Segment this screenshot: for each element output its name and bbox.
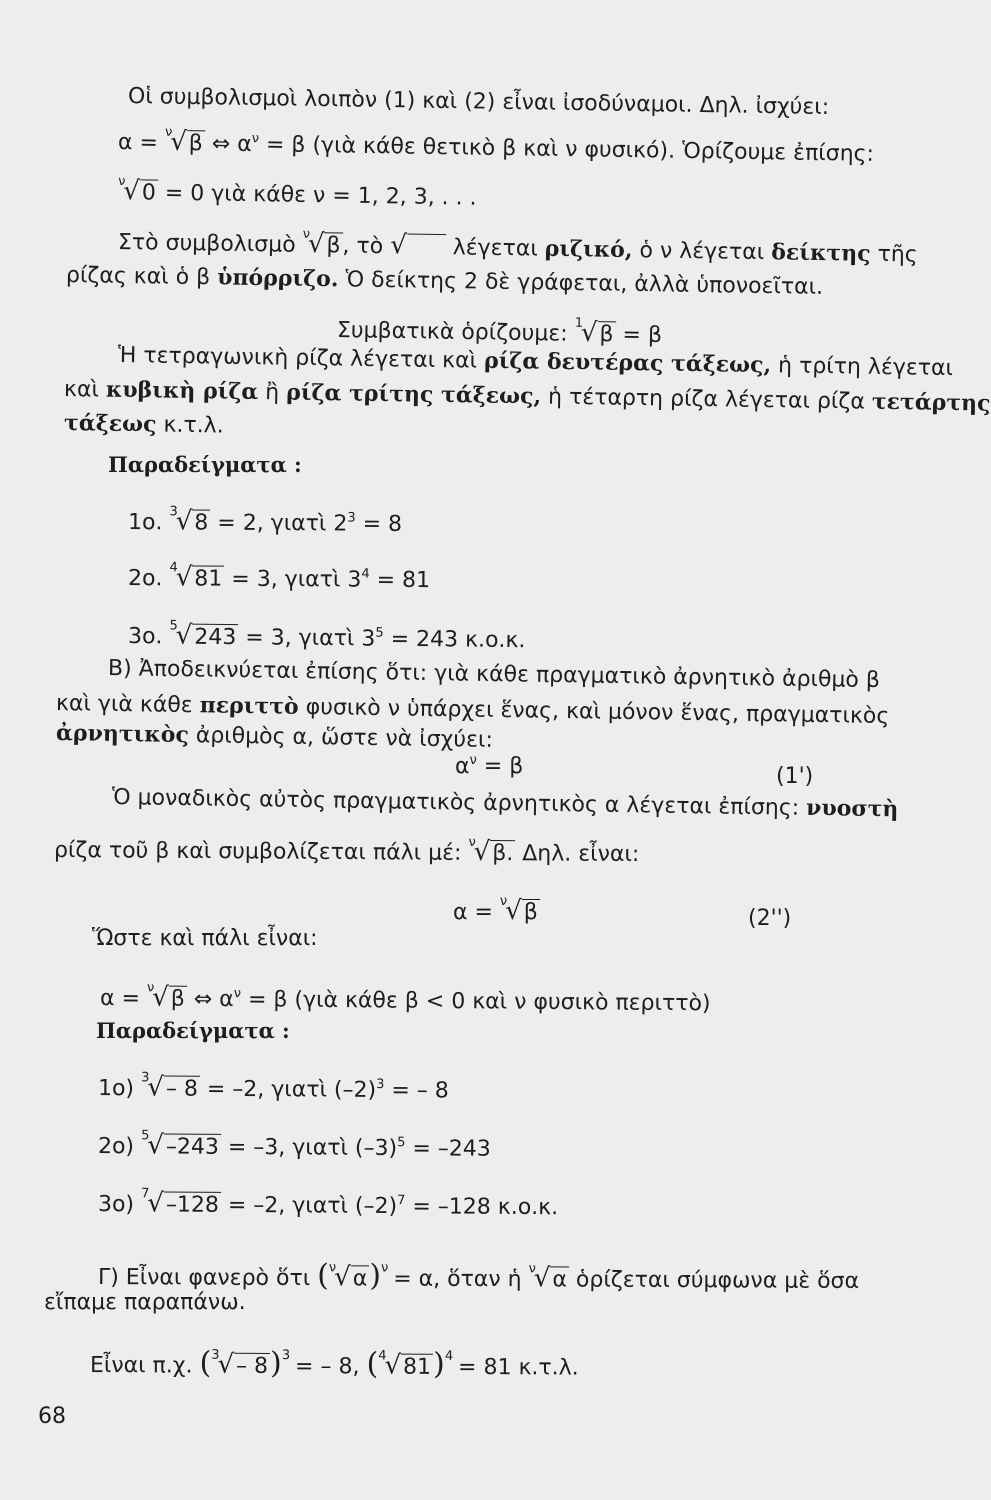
radical: $^\nu$√α	[528, 1265, 569, 1296]
example-2	[97, 1128, 491, 1166]
text: ⇔ α	[204, 131, 252, 158]
radicand: β	[597, 321, 615, 347]
text: = –2, γιατὶ (–2)	[199, 1076, 377, 1103]
text: = –128 κ.ο.κ.	[405, 1194, 559, 1221]
equation-label: (2'')	[748, 906, 792, 931]
radicand: 81	[401, 1354, 433, 1380]
radical: $^\nu$√β	[499, 894, 538, 926]
bold-term: τάξεως	[63, 410, 157, 438]
example-1	[127, 504, 403, 541]
radicand: 243	[192, 624, 238, 650]
exponent: 4	[444, 1348, 454, 1364]
radicand: – 8	[164, 1075, 200, 1101]
text-line	[56, 720, 493, 754]
example-3	[127, 618, 526, 657]
text: = 81 κ.τ.λ.	[451, 1354, 579, 1381]
text: = α, ὅταν ἡ	[386, 1266, 529, 1293]
text: καὶ γιὰ κάθε	[55, 691, 200, 719]
radicand: 8	[192, 509, 210, 535]
text: = β (γιὰ κάθε θετικὸ β καὶ ν φυσικό). Ὁρίζουμε ἐπίσης:	[258, 132, 875, 167]
text: ὁ ν λέγεται	[632, 238, 772, 266]
radical-index: ν	[146, 980, 155, 996]
text: = 3, γιατὶ 3	[238, 625, 376, 652]
text-line: Γ) Εἶναι φανερὸ ὅτι $(^\nu√\alpha)^\nu = \alpha$, ὅταν ἡ $^\nu$√α ὁρίζεται σύμφωνα μὲ ὅσα	[98, 1262, 859, 1298]
example-line: Εἶναι π.χ. ($^3$√– 8)$^3$ = – 8, $(^4√81)^4 = 81$ κ.τ.λ.	[89, 1345, 579, 1382]
bold-term: ρίζα τρίτης τάξεως,	[286, 379, 542, 410]
text: = –2, γιατὶ (–2)	[220, 1192, 398, 1220]
exponent: 3	[281, 1348, 291, 1364]
text: λέγεται	[445, 235, 545, 262]
text: = β	[476, 754, 524, 779]
text-line	[118, 342, 953, 382]
text: Ἡ τετραγωνικὴ ρίζα λέγεται καὶ	[117, 343, 485, 374]
radical-index: 1	[574, 315, 584, 331]
bold-term: κυβικὴ ρίζα	[105, 376, 259, 406]
radical: $^\nu$√β	[147, 984, 187, 1015]
radical-index: 4	[169, 560, 178, 576]
radical-index: 7	[141, 1186, 150, 1202]
radicand: α	[550, 1266, 569, 1292]
bold-term: ρίζα δευτέρας τάξεως,	[483, 347, 772, 379]
text: Εἶναι π.χ.	[89, 1353, 200, 1379]
text: ⇔ α	[186, 986, 234, 1013]
radical: $^\nu$√0	[118, 178, 158, 210]
radicand: – 8	[234, 1353, 270, 1379]
radical-index: ν	[118, 174, 126, 190]
example-number: 2ο)	[97, 1134, 142, 1160]
radical: $^7$√–128	[141, 1190, 221, 1222]
bold-term: ἀρνητικὸς	[55, 720, 190, 749]
example-2	[127, 560, 431, 597]
example-3	[97, 1186, 559, 1224]
equation-label: (1')	[776, 764, 814, 789]
text-line	[54, 836, 639, 871]
text: = – 8,	[288, 1354, 367, 1380]
examples-heading: Παραδείγματα :	[108, 452, 302, 477]
radical-sign: √	[390, 232, 446, 261]
text: ἢ	[258, 380, 287, 406]
exponent: 3	[376, 1076, 385, 1092]
text: ρίζα τοῦ β καὶ συμβολίζεται πάλι μέ:	[53, 838, 469, 866]
text: Γ) Εἶναι φανερὸ ὅτι	[97, 1265, 318, 1292]
exponent: 5	[375, 625, 384, 641]
radical: $^4$√81	[169, 564, 224, 595]
radical: $^3$√– 8	[141, 1074, 200, 1105]
radicand: β	[324, 232, 342, 258]
text: = β	[615, 322, 663, 349]
text: α =	[453, 900, 500, 925]
text: = 0 γιὰ κάθε ν = 1, 2, 3, . . .	[157, 180, 477, 211]
radical-index: ν	[164, 124, 173, 140]
page-number: 68	[38, 1404, 66, 1429]
radical-index: 3	[141, 1070, 150, 1086]
text: = – 8	[384, 1077, 449, 1104]
text: α	[455, 754, 470, 779]
text: = β (γιὰ κάθε β < 0 καὶ ν φυσικὸ περιττὸ)	[240, 987, 711, 1017]
bold-term: ὑπόρριζο.	[216, 264, 339, 293]
text-line: Οἱ συμβολισμοὶ λοιπὸν (1) καὶ (2) εἶναι ἰσοδύναμοι. Δηλ. ἰσχύει:	[127, 84, 830, 121]
radicand: –128	[164, 1191, 221, 1217]
text: = 2, γιατὶ 2	[210, 510, 348, 537]
radical: $^3$√8	[169, 508, 210, 539]
text: καὶ	[63, 377, 107, 403]
text-line: εἴπαμε παραπάνω.	[44, 1290, 246, 1315]
radical-index: ν	[302, 226, 311, 243]
radical-index: ν	[328, 1260, 337, 1276]
text: Στὸ συμβολισμὸ	[117, 230, 303, 258]
text: = 8	[355, 511, 403, 537]
radicand: 81	[192, 565, 224, 591]
radical-index: 3	[211, 1347, 220, 1363]
text: ρίζας καὶ ὁ β	[65, 263, 218, 291]
example-number: 1ο.	[127, 510, 170, 536]
text-line: Ὥστε καὶ πάλι εἶναι:	[92, 926, 318, 951]
bold-term: δείκτης	[771, 239, 871, 267]
example-number: 1ο)	[97, 1076, 142, 1102]
example-number: 2ο.	[127, 566, 170, 592]
examples-heading: Παραδείγματα :	[96, 1018, 290, 1043]
radical: $^3$√– 8	[211, 1352, 270, 1383]
radical: $^5$√243	[169, 622, 238, 654]
radicand: β.	[490, 840, 515, 866]
text: , τὸ	[342, 233, 391, 260]
text: = 243 κ.ο.κ.	[383, 626, 526, 654]
text: τῆς	[870, 241, 918, 268]
text: Ὁ δείκτης 2 δὲ γράφεται, ἀλλὰ ὑπονοεῖται.	[338, 267, 824, 300]
radical: $^5$√–243	[141, 1132, 221, 1164]
exponent: 4	[361, 566, 370, 582]
text: ὁρίζεται σύμφωνα μὲ ὅσα	[568, 1267, 860, 1294]
bold-term: νυοστὴ	[805, 794, 899, 823]
text: Συμβατικὰ ὁρίζουμε:	[336, 318, 575, 347]
text: Δηλ. εἶναι:	[515, 841, 640, 868]
bold-term: περιττὸ	[199, 692, 299, 720]
radical: $^\nu$√β.	[468, 839, 515, 870]
radical: $^\nu$√β	[165, 129, 205, 161]
text: κ.τ.λ.	[156, 412, 224, 439]
text: α =	[99, 986, 148, 1012]
text: = 3, γιατὶ 3	[224, 566, 362, 593]
text: ἡ τρίτη λέγεται	[770, 353, 954, 382]
text: φυσικὸ ν ὑπάρχει ἕνας, καὶ μόνον ἕνας, πραγματικὸς	[298, 694, 890, 730]
radical-index: ν	[528, 1261, 536, 1277]
radical-index: 5	[169, 618, 178, 634]
text: α =	[117, 130, 166, 156]
radical-index: 4	[378, 1348, 387, 1364]
text-line: Β) Ἀποδεικνύεται ἐπίσης ὅτι: γιὰ κάθε πραγματικὸ ἀρνητικὸ ἀριθμὸ β	[107, 656, 881, 694]
equivalence-line	[99, 980, 711, 1020]
equivalence-line	[117, 124, 875, 171]
radical-index: 5	[141, 1128, 150, 1144]
radicand: α	[351, 1265, 370, 1291]
exponent: ν	[469, 753, 477, 768]
equation-1prime	[455, 754, 523, 783]
text: ἀριθμὸς α, ὥστε νὰ ἰσχύει:	[188, 723, 494, 753]
text-line	[64, 410, 224, 440]
text: Ὁ μοναδικὸς αὐτὸς πραγματικὸς ἀρνητικὸς α λέγεται ἐπίσης:	[111, 785, 807, 821]
radical-index: 3	[169, 504, 178, 520]
text: = 81	[369, 567, 431, 594]
radicand: β	[187, 130, 205, 156]
exponent: ν	[251, 131, 260, 147]
equation-2dprime	[453, 894, 540, 929]
radical-index: ν	[499, 894, 508, 909]
text: ἡ τέταρτη ρίζα λέγεται ρίζα	[540, 384, 873, 415]
exponent: 5	[397, 1135, 406, 1151]
exponent: 7	[397, 1193, 406, 1209]
radical: $^\nu$√β	[302, 231, 342, 263]
text: = –243	[405, 1136, 491, 1162]
radical: $^\nu$√α	[329, 1264, 370, 1295]
text: = –3, γιατὶ (–3)	[220, 1134, 398, 1162]
bold-term: ριζικό,	[544, 235, 633, 264]
radical-index: ν	[468, 834, 476, 850]
radicand: β	[523, 900, 538, 925]
example-1	[97, 1070, 449, 1107]
radical: $^4$√81	[378, 1353, 433, 1384]
exponent: ν	[380, 1260, 389, 1276]
radicand: –243	[164, 1133, 221, 1159]
example-number: 3ο)	[97, 1192, 142, 1218]
definition-line	[118, 174, 477, 215]
exponent: 3	[347, 510, 356, 526]
bold-term: τετάρτης	[871, 388, 991, 417]
radicand: β	[169, 986, 187, 1012]
radical: $^1$√β	[574, 320, 615, 352]
exponent: ν	[233, 986, 242, 1002]
example-number: 3ο.	[127, 624, 170, 650]
radicand: 0	[140, 179, 158, 205]
